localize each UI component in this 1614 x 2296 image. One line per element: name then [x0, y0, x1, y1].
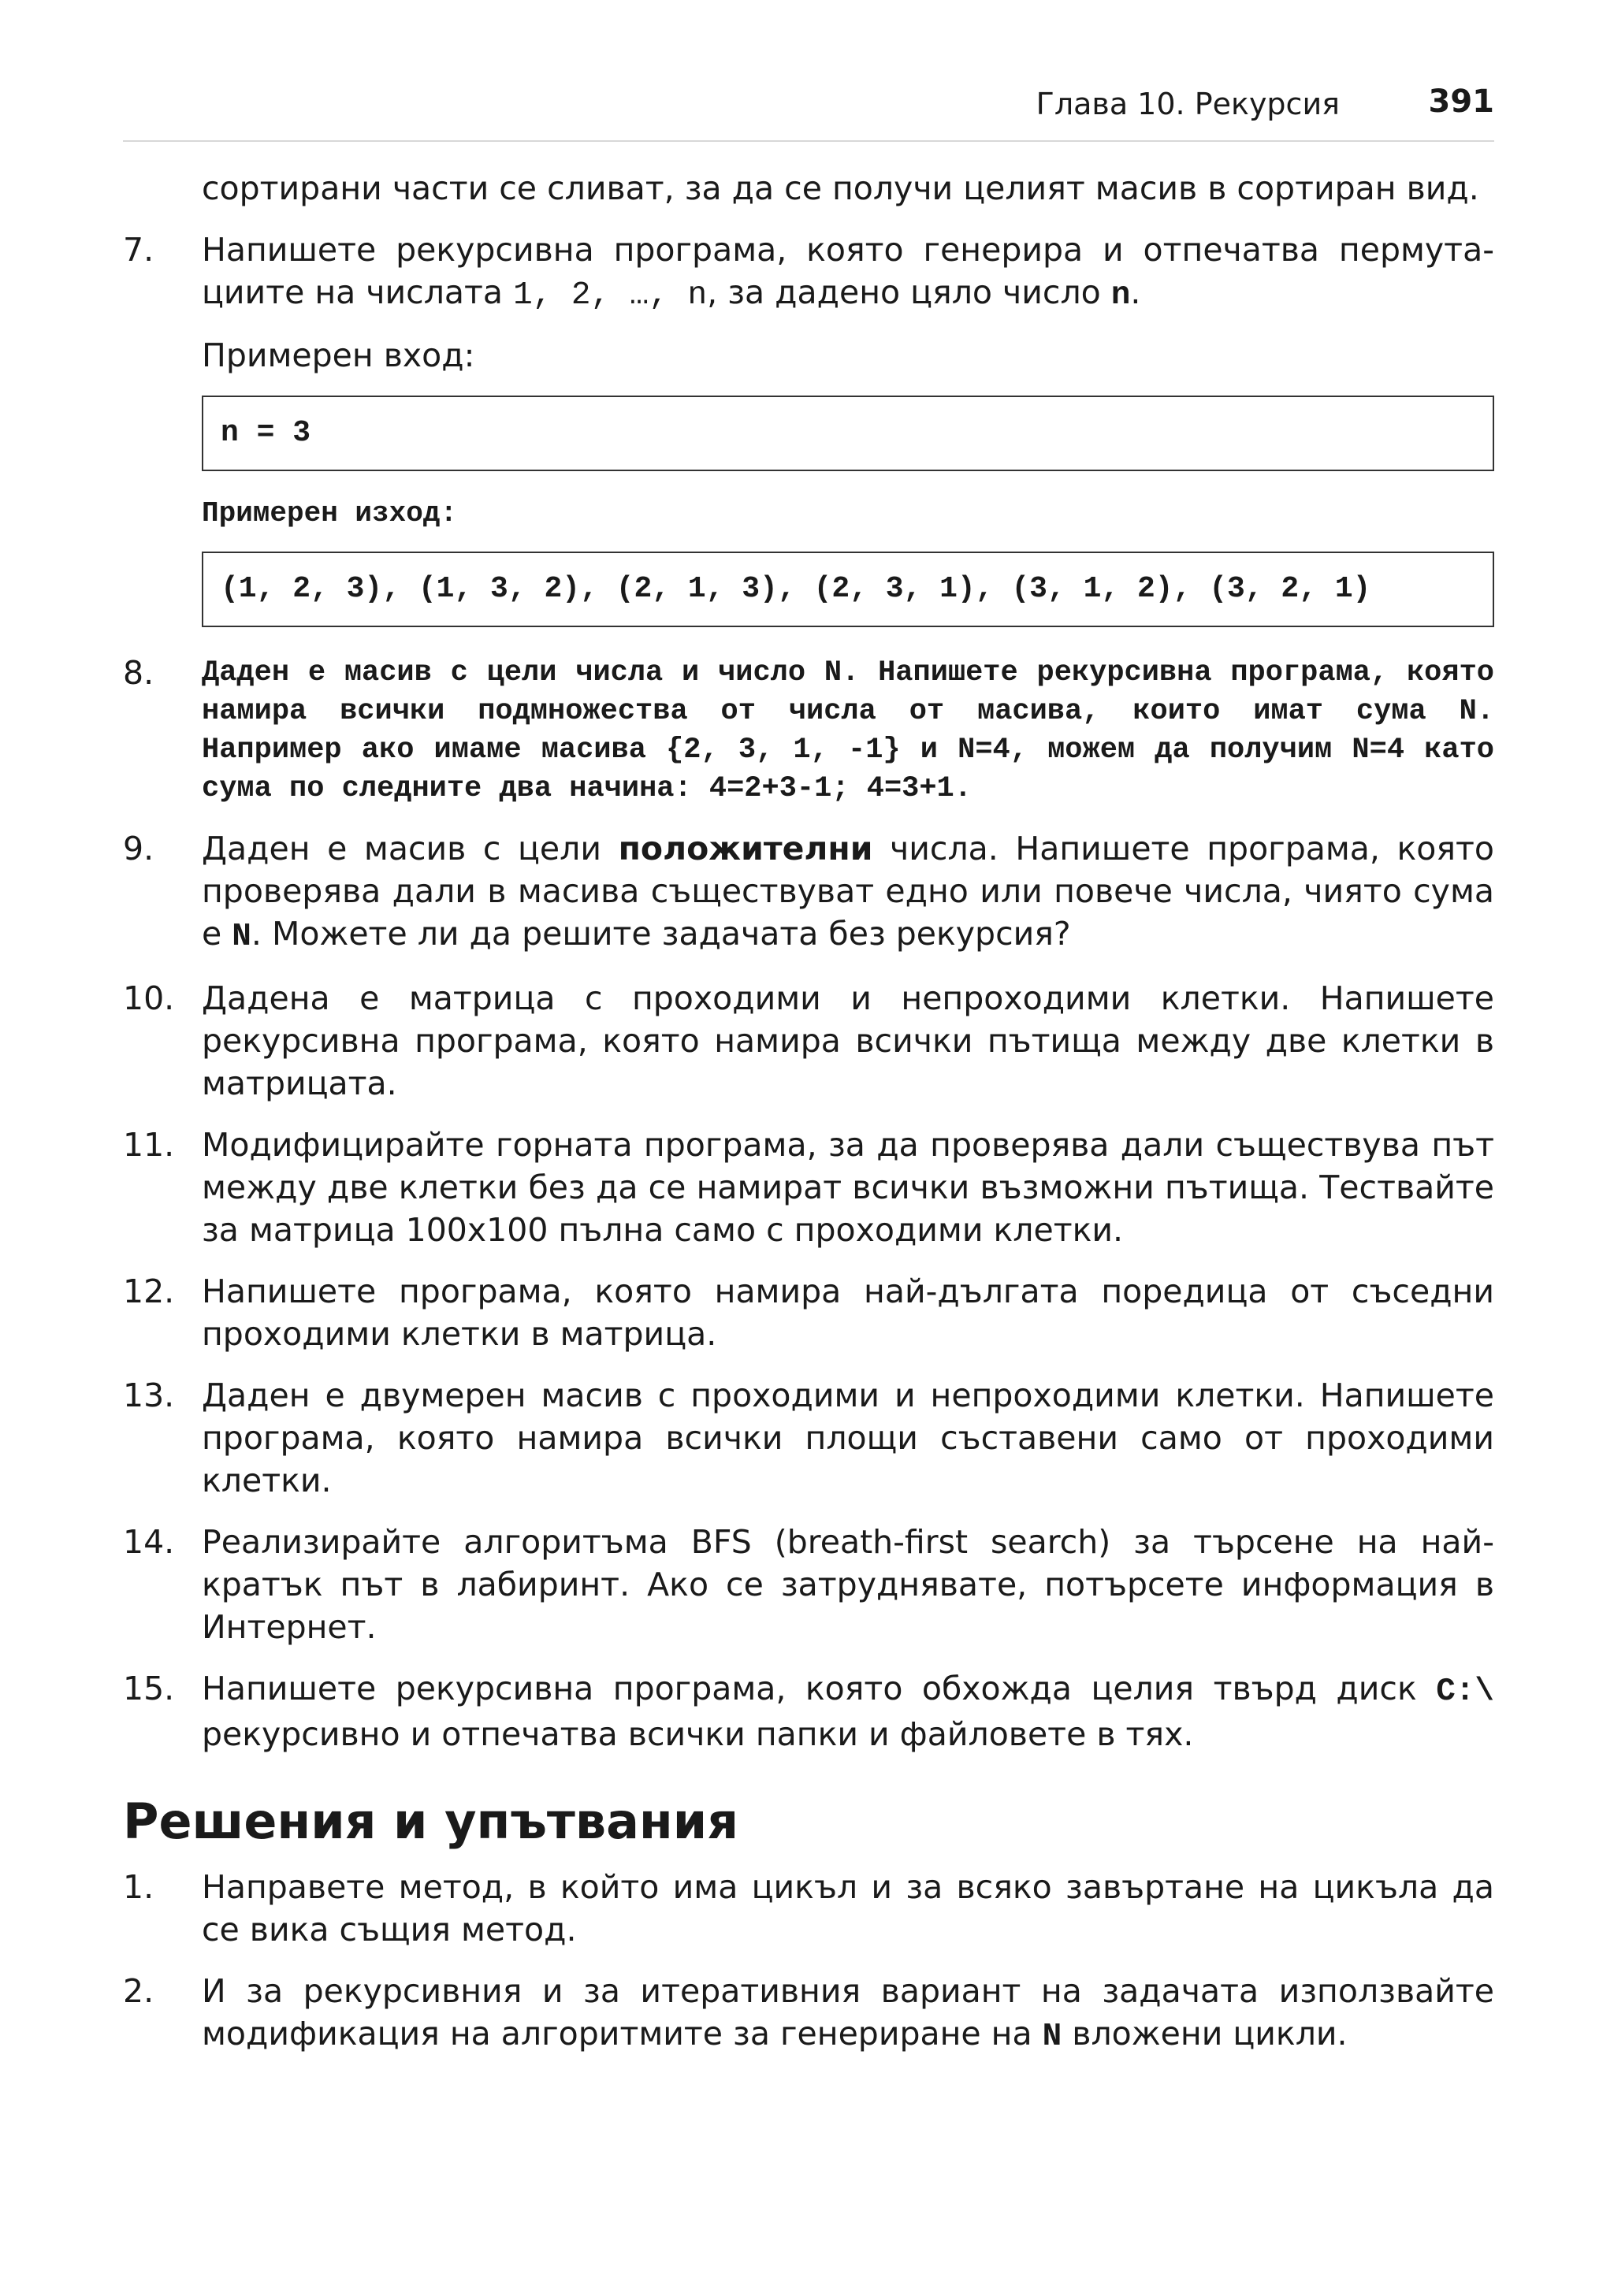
exercise-number: 13. [123, 1376, 175, 1414]
page-number: 391 [1428, 84, 1494, 120]
exercise-text: Реализирайте алгоритъма BFS (breath-first search) за търсене на най-кратък път в лабиринт. Ако се затруднявате, потърсете информация в Интернет. [202, 1523, 1494, 1646]
exercise-text: Дадена е матрица с проходими и непроходими клетки. Напишете рекурсивна програма, която намира всички пътища между две клетки в матрицата. [202, 979, 1494, 1102]
exercise-text [202, 827, 1494, 958]
solution-text [202, 1970, 1494, 2058]
exercise-13 [123, 1374, 1494, 1502]
inline-code: 1, 2, …, n [513, 277, 708, 314]
exercise-number: 12. [123, 1272, 175, 1310]
text-run: числа. Напишете програма, която проверява дали в масива съществуват едно или повече числа, чиято сума е [202, 830, 1494, 953]
section-heading: Решения и упътвания [123, 1793, 739, 1850]
exercise-number: 10. [123, 979, 175, 1017]
exercise-9 [123, 827, 1494, 958]
exercise-10 [123, 977, 1494, 1105]
text-run: . [1130, 273, 1141, 311]
text-run: рекурсивно и отпечатва всички папки и файловете в тях. [202, 1715, 1194, 1753]
exercise-11 [123, 1124, 1494, 1251]
exercise-number: 9. [123, 830, 154, 868]
text-run: И за рекурсивния и за итеративния вариант на задачата използвайте модификация на алгоритмите за генериране на [202, 1972, 1494, 2053]
solution-number: 1. [123, 1868, 154, 1906]
inline-code: N [1042, 2019, 1062, 2055]
running-header [123, 79, 1494, 142]
text-run: . Можете ли да решите задачата без рекурсия? [251, 915, 1071, 953]
solution-1 [123, 1866, 1494, 1951]
intro-continuation: сортирани части се сливат, за да се получи целият масив в сортиран вид. [202, 169, 1479, 207]
exercise-number: 8. [123, 654, 154, 692]
text-run: , за дадено цяло число [707, 273, 1111, 311]
inline-code: C:\ [1436, 1674, 1494, 1710]
solution-text: Направете метод, в който има цикъл и за всяко завъртане на цикъла да се вика същия метод. [202, 1868, 1494, 1949]
solution-2 [123, 1970, 1494, 2058]
exercise-7 [123, 228, 1494, 377]
page-content [123, 167, 1494, 2058]
inline-code: N [232, 919, 251, 955]
solution-number: 2. [123, 1972, 154, 2010]
sample-output-label: Примерен изход: [202, 497, 458, 529]
exercise-14 [123, 1521, 1494, 1648]
exercise-12 [123, 1270, 1494, 1355]
sample-input-box: n = 3 [202, 396, 1494, 471]
inline-code: n [1110, 277, 1131, 314]
exercise-number: 14. [123, 1523, 175, 1561]
exercise-15 [123, 1667, 1494, 1755]
exercise-text: Даден е двумерен масив с проходими и непроходими клетки. Напишете програма, която намира всички площи съставени само от проходими клетки. [202, 1376, 1494, 1499]
exercise-number: 11. [123, 1126, 175, 1164]
text-run: Даден е масив с цели [202, 830, 619, 868]
text-run: Напишете рекурсивна програма, която генерира и отпечатва пермута-циите на числата [202, 231, 1494, 311]
chapter-title: Глава 10. Рекурсия [1036, 87, 1340, 121]
emphasis: положителни [618, 830, 873, 868]
exercise-text [202, 1667, 1494, 1755]
exercise-8 [123, 654, 1494, 808]
exercise-text: Даден е масив с цели числа и число N. Напишете рекурсивна програма, която намира всички подмножества от числа от масива, които имат сума N. Например ако имаме масива {2, 3, 1, -1} и N=4, можем да получим N=4 като сума по следните два начина: 4=2+3-1; 4=3+1. [202, 656, 1494, 805]
exercise-text: Напишете програма, която намира най-дългата поредица от съседни проходими клетки в матрица. [202, 1272, 1494, 1353]
exercise-text: Модифицирайте горната програма, за да проверява дали съществува път между две клетки без да се намират всички възможни пътища. Тествайте за матрица 100x100 пълна само с проходими клетки. [202, 1126, 1494, 1249]
sample-output-box: (1, 2, 3), (1, 3, 2), (2, 1, 3), (2, 3, 1), (3, 1, 2), (3, 2, 1) [202, 552, 1494, 627]
exercise-number: 7. [123, 231, 154, 269]
text-run: Напишете рекурсивна програма, която обхожда целия твърд диск [202, 1670, 1437, 1707]
exercise-number: 15. [123, 1670, 175, 1707]
text-run: вложени цикли. [1062, 2015, 1348, 2053]
exercise-text [202, 228, 1494, 317]
sample-input-label: Примерен вход: [202, 336, 475, 374]
